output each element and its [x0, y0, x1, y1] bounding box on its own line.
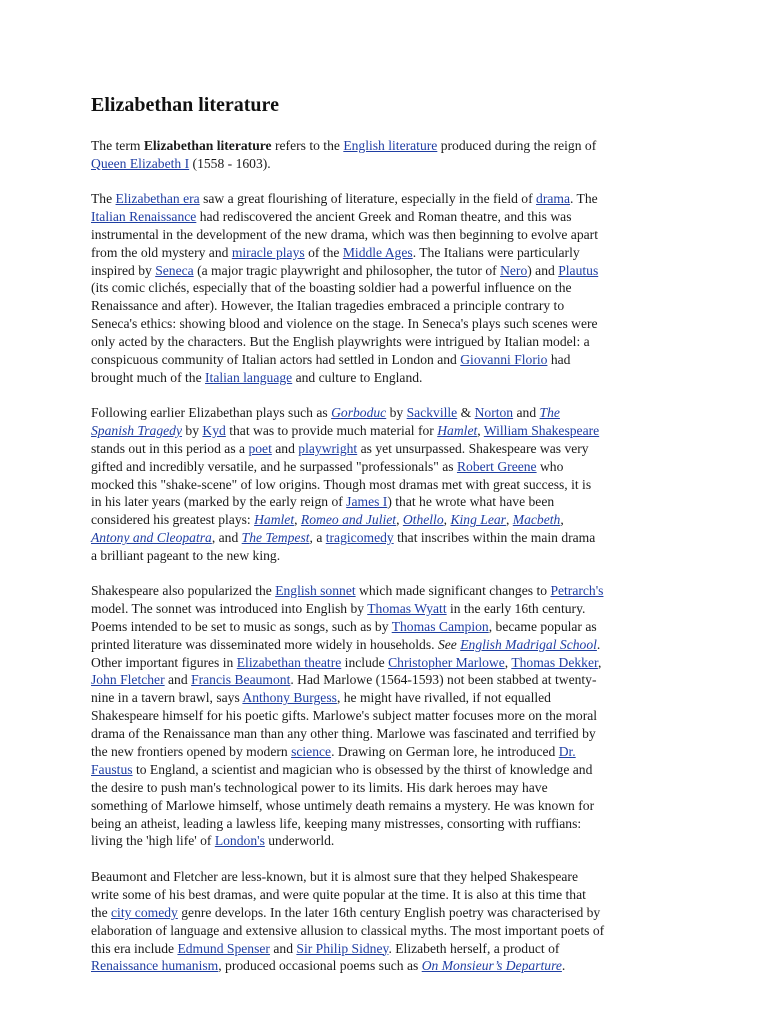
inline-link[interactable]: Edmund Spenser	[177, 940, 270, 956]
inline-link[interactable]: Macbeth	[512, 512, 561, 528]
text-run: drama of the Renaissance man than any other thing. Marlowe was fascinated and terrified by	[91, 726, 596, 742]
text-run: Shakespeare himself for his poetic gifts. Marlowe's subject matter focuses more on the moral	[91, 708, 598, 724]
text-run: ) that he wrote what have been	[387, 494, 555, 510]
text-run: that inscribes within the main drama	[393, 530, 596, 546]
text-run: , produced occasional poems such as	[218, 958, 422, 974]
text-line	[91, 351, 679, 369]
text-line	[91, 725, 679, 743]
text-run: which made significant changes to	[355, 583, 551, 598]
text-run: , and	[211, 530, 242, 546]
inline-link[interactable]: Antony and Cleopatra	[91, 530, 212, 546]
text-run: Other important figures in	[91, 654, 237, 670]
inline-link[interactable]: Gorboduc	[331, 405, 387, 420]
italic-text: See	[437, 636, 461, 652]
text-line	[91, 297, 679, 315]
text-run: a brilliant pageant to the new king.	[91, 548, 281, 564]
text-line	[91, 208, 679, 226]
inline-link[interactable]: Kyd	[202, 422, 226, 438]
text-line	[91, 458, 679, 476]
text-run: the	[91, 904, 112, 920]
inline-link[interactable]: Francis Beaumont	[191, 672, 291, 688]
inline-link[interactable]: Nero	[500, 262, 528, 278]
text-line	[91, 137, 679, 155]
inline-link[interactable]: city comedy	[111, 904, 178, 920]
inline-link[interactable]: Romeo and Juliet	[300, 512, 397, 528]
inline-link[interactable]: Giovanni Florio	[460, 352, 548, 368]
text-run: saw a great flourishing of literature, especially in the field of	[199, 191, 537, 206]
text-run: by	[386, 405, 407, 420]
text-line	[91, 404, 679, 422]
text-line	[91, 671, 679, 689]
inline-link[interactable]: Anthony Burgess	[242, 690, 337, 706]
inline-link[interactable]: Sir Philip Sidney	[296, 940, 389, 956]
paragraph-shakespeare	[91, 404, 679, 565]
text-run: Seneca's ethics: showing blood and violence on the stage. In Seneca's plays such scenes were	[91, 316, 598, 332]
inline-link[interactable]: Italian language	[205, 369, 293, 385]
text-run: that was to provide much material for	[225, 422, 438, 438]
text-run: this era include	[91, 940, 178, 956]
text-line	[91, 190, 679, 208]
inline-link[interactable]: Italian Renaissance	[91, 208, 197, 224]
text-run: to England, a scientist and magician who is obsessed by the thirst of knowledge and	[132, 761, 593, 777]
text-line	[91, 369, 679, 387]
inline-link[interactable]: John Fletcher	[91, 672, 165, 688]
inline-link[interactable]: Faustus	[91, 761, 133, 777]
text-line	[91, 832, 679, 850]
text-line	[91, 155, 679, 173]
inline-link[interactable]: Spanish Tragedy	[91, 422, 183, 438]
text-line	[91, 476, 679, 494]
text-line	[91, 689, 679, 707]
text-run: . Elizabeth herself, a product of	[388, 940, 560, 956]
text-run: in the early 16th century.	[446, 600, 586, 616]
text-run: nine in a tavern brawl, says	[91, 690, 243, 706]
text-run: produced during the reign of	[437, 138, 597, 153]
text-run: The	[91, 191, 116, 206]
inline-link[interactable]: Christopher Marlowe	[388, 654, 505, 670]
text-run: had	[547, 352, 571, 368]
text-run: and	[164, 672, 192, 688]
text-line	[91, 654, 679, 672]
inline-link[interactable]: Petrarch's	[550, 583, 604, 598]
text-run: ) and	[527, 262, 559, 278]
text-run: the new frontiers opened by modern	[91, 744, 292, 760]
text-run: Poems intended to be set to music as songs, such as by	[91, 618, 392, 634]
text-run: (1558 - 1603).	[189, 155, 271, 171]
text-line	[91, 226, 679, 244]
text-run: in his later years (marked by the early reign of	[91, 494, 347, 510]
text-line	[91, 279, 679, 297]
text-line	[91, 868, 679, 886]
inline-link[interactable]: Hamlet	[437, 422, 478, 438]
text-line	[91, 779, 679, 797]
text-run: , he might have rivalled, if not equalled	[336, 690, 551, 706]
inline-link[interactable]: Queen Elizabeth I	[91, 155, 190, 171]
text-line	[91, 886, 679, 904]
text-run: genre develops. In the later 16th century English poetry was characterised by	[177, 904, 601, 920]
text-run: who	[536, 458, 564, 474]
text-run: and culture to England.	[292, 369, 423, 385]
inline-link[interactable]: Sackville	[406, 405, 458, 420]
text-run: elaboration of language and extensive allusion to classical myths. The most important poets of	[91, 922, 605, 938]
text-line	[91, 940, 679, 958]
text-run: only acted by the characters. But the English playwrights were intrigued by Italian model: a	[91, 334, 590, 350]
text-run: stands out in this period as a	[91, 440, 249, 456]
inline-link[interactable]: The Tempest	[241, 530, 310, 546]
inline-link[interactable]: miracle plays	[231, 244, 305, 260]
text-line	[91, 636, 679, 654]
text-line	[91, 904, 679, 922]
text-run: Beaumont and Fletcher are less-known, but it is almost sure that they helped Shakespeare	[91, 869, 578, 884]
inline-link[interactable]: Renaissance humanism	[91, 958, 219, 974]
text-run: (a major tragic playwright and philosopher, the tutor of	[193, 262, 501, 278]
text-run: .	[561, 958, 566, 974]
text-run: had rediscovered the ancient Greek and Roman theatre, and this was	[196, 208, 572, 224]
text-run: mocked this "shake-scene" of low origins. Though most dramas met with great success, it is	[91, 476, 592, 492]
text-run: gifted and incredibly versatile, and he surpassed "professionals" as	[91, 458, 457, 474]
inline-link[interactable]: On Monsieur’s Departure	[421, 958, 562, 974]
inline-link[interactable]: Seneca	[155, 262, 194, 278]
text-run: . Had Marlowe (1564-1593) not been stabbed at twenty-	[290, 672, 597, 688]
inline-link[interactable]: Middle Ages	[342, 244, 413, 260]
text-line	[91, 922, 679, 940]
text-run: &	[457, 405, 475, 420]
text-line	[91, 315, 679, 333]
text-run: ,	[505, 512, 513, 528]
text-run: ,	[504, 654, 512, 670]
paragraph-elizabethan-era	[91, 190, 679, 387]
text-run: conspicuous community of Italian actors had settled in London and	[91, 352, 461, 368]
text-run: underworld.	[264, 833, 335, 849]
inline-link[interactable]: Elizabethan era	[115, 191, 200, 206]
text-run: . The Italians were particularly	[412, 244, 580, 260]
text-run: Shakespeare also popularized the	[91, 583, 276, 598]
text-run: Renaissance and after). However, the Italian tragedies embraced a principle contrary to	[91, 298, 565, 314]
text-line	[91, 440, 679, 458]
inline-link[interactable]: Othello	[402, 512, 444, 528]
text-run: living the 'high life' of	[91, 833, 215, 849]
inline-link[interactable]: science	[291, 744, 332, 760]
text-run: . The	[570, 191, 598, 206]
inline-link[interactable]: Plautus	[558, 262, 599, 278]
inline-link[interactable]: James I	[346, 494, 388, 510]
inline-link[interactable]: Elizabethan theatre	[236, 654, 342, 670]
inline-link[interactable]: English sonnet	[275, 583, 356, 598]
inline-link[interactable]: The	[539, 405, 560, 420]
text-line	[91, 529, 679, 547]
inline-link[interactable]: Dr.	[558, 744, 576, 760]
text-line	[91, 761, 679, 779]
inline-link[interactable]: tragicomedy	[325, 530, 394, 546]
text-line	[91, 797, 679, 815]
text-line	[91, 582, 679, 600]
text-run: . Drawing on German lore, he introduced	[331, 744, 559, 760]
inline-link[interactable]: Thomas Dekker	[511, 654, 598, 670]
inline-link[interactable]: English Madrigal School	[460, 636, 597, 652]
text-run: Following earlier Elizabethan plays such as	[91, 405, 332, 420]
text-run: model. The sonnet was introduced into English by	[91, 600, 368, 616]
text-run: ,	[443, 512, 451, 528]
text-run: and	[269, 940, 297, 956]
inline-link[interactable]: drama	[536, 191, 570, 206]
inline-link[interactable]: English literature	[343, 138, 438, 153]
page-title: Elizabethan literature	[91, 94, 279, 116]
text-run: The term	[91, 138, 144, 153]
bold-term: Elizabethan literature	[143, 138, 272, 153]
text-run: (its comic clichés, especially that of the boasting soldier had a powerful influence on the	[91, 280, 572, 296]
text-line	[91, 262, 679, 280]
text-run: ,	[597, 654, 602, 670]
inline-link[interactable]: Thomas Campion	[391, 618, 489, 634]
inline-link[interactable]: Hamlet	[254, 512, 295, 528]
text-run: considered his greatest plays:	[91, 512, 255, 528]
text-run: instrumental in the development of the new drama, which was then beginning to evolve apart	[91, 226, 598, 242]
text-run: ,	[294, 512, 301, 528]
inline-link[interactable]: poet	[248, 440, 272, 456]
text-run: inspired by	[91, 262, 156, 278]
inline-link[interactable]: Thomas Wyatt	[367, 600, 447, 616]
text-line	[91, 422, 679, 440]
text-line	[91, 244, 679, 262]
text-run: by	[182, 422, 203, 438]
paragraph-sonnet-marlowe	[91, 582, 679, 850]
text-line	[91, 743, 679, 761]
text-run: write some of his best dramas, and were quite popular at the time. It is also at this time that	[91, 886, 586, 902]
text-run: .	[596, 636, 601, 652]
text-run: ,	[560, 512, 564, 528]
text-run: from the old mystery and	[91, 244, 232, 260]
text-run: of the	[304, 244, 343, 260]
text-line	[91, 333, 679, 351]
text-line	[91, 511, 679, 529]
text-line	[91, 957, 679, 975]
text-run: ,	[396, 512, 403, 528]
inline-link[interactable]: King Lear	[450, 512, 506, 528]
text-run: include	[341, 654, 389, 670]
text-line	[91, 707, 679, 725]
text-run: as yet unsurpassed. Shakespeare was very	[357, 440, 589, 456]
text-run: being an atheist, leading a lawless life, keeping many mistresses, consorting with ruffians:	[91, 815, 582, 831]
text-run: something of Marlowe himself, whose untimely death remains a mystery. He was known for	[91, 797, 595, 813]
text-run: printed literature was disseminated more widely in households.	[91, 636, 438, 652]
text-line	[91, 547, 679, 565]
text-run: refers to the	[271, 138, 344, 153]
text-line	[91, 815, 679, 833]
text-run: and	[271, 440, 299, 456]
paragraph-beaumont-fletcher	[91, 868, 679, 975]
text-run: the desire to push man's technological power to its limits. His dark heroes may have	[91, 779, 548, 795]
text-run: , became popular as	[488, 618, 597, 634]
paragraph-intro	[91, 137, 679, 173]
text-run: ,	[477, 422, 484, 438]
inline-link[interactable]: Norton	[474, 405, 514, 420]
text-run: and	[513, 405, 540, 420]
text-line	[91, 600, 679, 618]
inline-link[interactable]: London's	[214, 833, 265, 849]
inline-link[interactable]: William Shakespeare	[483, 422, 600, 438]
inline-link[interactable]: playwright	[298, 440, 358, 456]
text-run: , a	[309, 530, 326, 546]
text-run: brought much of the	[91, 369, 206, 385]
text-line	[91, 493, 679, 511]
inline-link[interactable]: Robert Greene	[456, 458, 537, 474]
text-line	[91, 618, 679, 636]
